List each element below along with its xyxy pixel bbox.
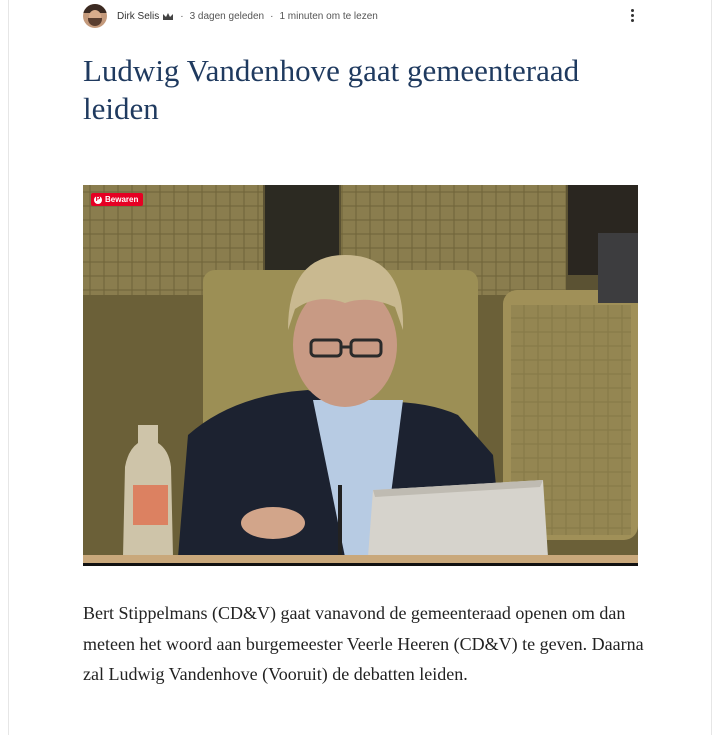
meta-separator: ·: [270, 10, 274, 22]
council-meeting-photo: [83, 185, 638, 566]
image-divider: [83, 563, 638, 566]
post-card: [8, 0, 712, 735]
pinterest-icon: P: [95, 195, 101, 203]
save-button[interactable]: [91, 193, 143, 206]
post-date: 3 dagen geleden: [189, 10, 265, 22]
post-meta: [83, 4, 378, 28]
post-image[interactable]: [83, 185, 638, 566]
save-label: Bewaren: [105, 195, 139, 204]
post-title: Ludwig Vandenhove gaat gemeenteraad leiden: [83, 53, 580, 126]
post-body: Bert Stippelmans (CD&V) gaat vanavond de gemeenteraad openen om dan meteen het woord aan burgemeester Veerle Heeren (CD&V) te geven. Daarna zal Ludwig Vandenhove (Vooruit) de debatten leiden.: [83, 603, 644, 684]
author-avatar[interactable]: [83, 4, 107, 28]
author-name[interactable]: Dirk Selis: [117, 10, 160, 22]
read-time: 1 minuten om te lezen: [279, 10, 378, 22]
crown-icon: [162, 12, 174, 21]
more-vertical-icon[interactable]: [631, 9, 635, 23]
meta-separator: ·: [180, 10, 184, 22]
